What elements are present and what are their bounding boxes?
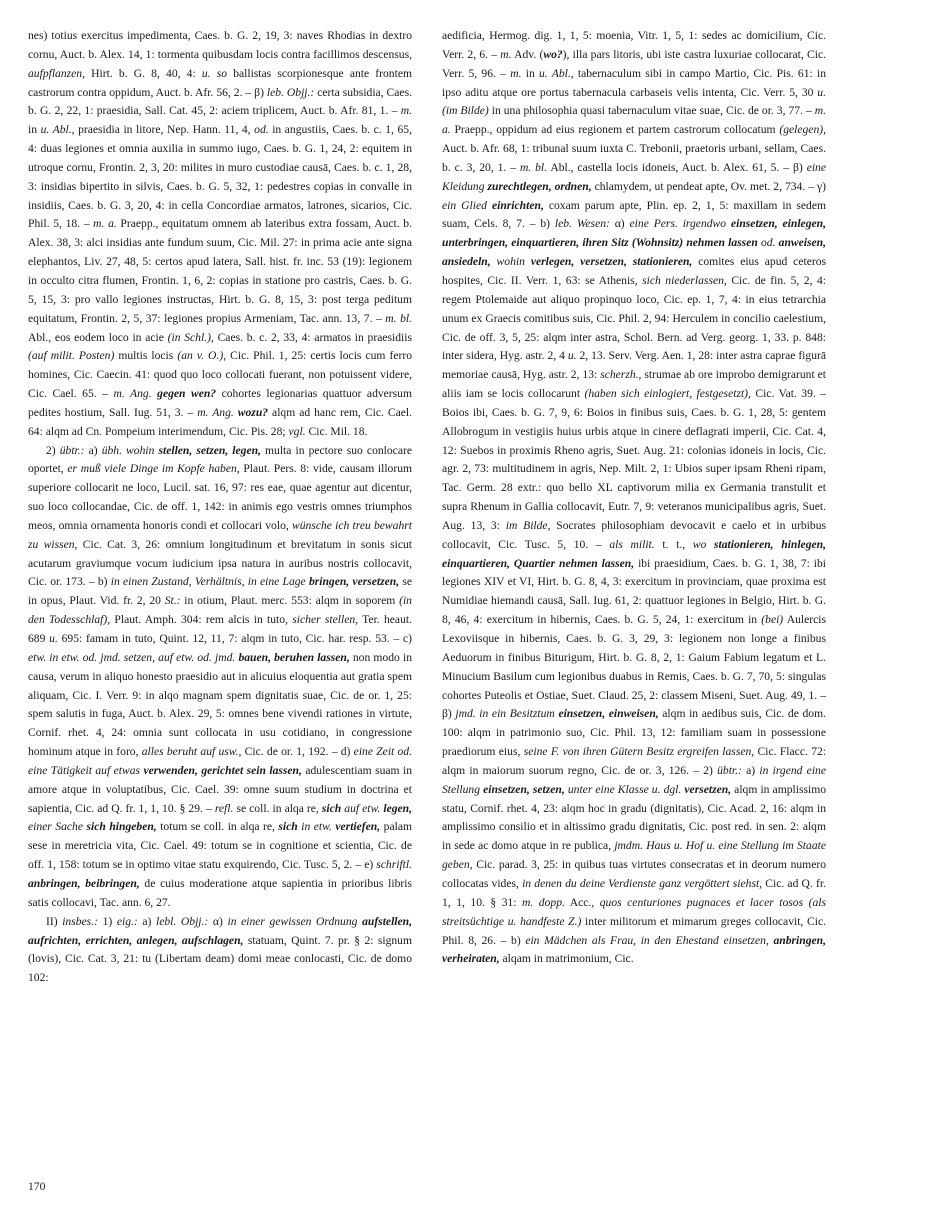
right-paragraph-1: aedificia, Hermog. dig. 1, 1, 5: moenia, Vitr. 1, 5, 1: sedes ac domicilium, Cic. Verr. 2, 6. – m. Adv. (wo?), illa pars litoris, ubi iste castra luxuriae collocarat, Cic. Verr. 5, 96. – m. in u. Abl., tabernaculum sibi in campo Martio, Cic. Pis. 61: in ipso aditu atque ore portus tabernacula carbaseis velis intenta, Cic. Verr. 5, 30 u. (im Bilde) in una philosophia quasi tabernaculum vitae suae, Cic. de or. 3, 77. – m. a. Praepp., oppidum ad eius regionem et partem castrorum collocatum (gelegen), Auct. b. Afr. 68, 1: tribunal suum iuxta C. Trebonii, praetoris urbani, sellam, Caes. b. c. 3, 20, 1. – m. bl. Abl., castella locis idoneis, Auct. b. Alex. 61, 5. – β) eine Kleidung zurechtlegen, ordnen, chlamydem, ut pendeat apte, Ov. met. 2, 734. – γ) ein Glied einrichten, coxam parum apte, Plin. ep. 2, 1, 5: maxillam in sedem suam, Cels. 8, 7. – b) leb. Wesen: α) eine Pers. irgendwo einsetzen, einlegen, unterbringen, einquartieren, ihren Sitz (Wohnsitz) nehmen lassen od. anweisen, ansiedeln, wohin verlegen, versetzen, stationieren, comites eius apud ceteros hospites, Cic. II. Verr. 1, 63: se Athenis, sich niederlassen, Cic. de fin. 5, 2, 4: regem Ptolemaide aut aliquo propinquo loco, Cic. ep. 1, 7, 4: in eius tetrarchia unum ex Graecis comitibus suis, Cic. Phil. 2, 94: Herculem in concilio caelestium, Cic. de off. 3, 5, 25: alqm inter astra, Schol. Bern. ad Verg. georg. 1, 33. p. 848: inter sidera, Hyg. astr. 2, 4 u. 2, 13. Serv. Verg. Aen. 1, 28: inter astra caprae figurā memoriae causā, Hyg. astr. 2, 13: scherzh., strumae ab ore improbo demigrarunt et aliis iam se locis collocarunt (haben sich einlogiert, festgesetzt), Cic. Vat. 39. – Boios ibi, Caes. b. G. 7, 9, 6: Boios in finibus suis, Caes. b. G. 1, 28, 5: gentem Allobrogum in vestigiis huius urbis atque in cinere deflagrati imperii, Cic. Cat. 4, 12: Suebos in proximis Rheno agris, Suet. Aug. 21: colonias idoneis in locis, Cic. agr. 2, 73: multitudinem in agris, Nep. Milt. 2, 1: Ubios super ipsam Rheni ripam, Tac. Germ. 28 extr.: quo bello XL captivorum milia ex Germania transtulit et supra Rhenum in Gallia collocavit, Eutr. 7, 9: veteranos municipalibus agris, Suet. Aug. 13, 3: im Bilde, Socrates philosophiam devocavit e caelo et in urbibus collocavit, Cic. Tusc. 5, 10. – als milit. t. t., wo stationieren, hinlegen, einquartieren, Quartier nehmen lassen, ibi praesidium, Caes. b. G. 1, 38, 7: ibi legiones XIV et VI, Hirt. b. G. 8, 4, 3: exercitum in provinciam, quae proxima est Numidiae hiemandi causā, Sall. Iug. 61, 2: quattuor legiones in Belgio, Hirt. b. G. 8, 46, 4: exercitum in hibernis, Caes. b. G. 5, 24, 1: exercitum in (bei) Aulercis Lexoviisque in hibernis, Caes. b. G. 3, 29, 3: legionem non longe a finibus Aeduorum in finibus Biturigum, Hirt. b. G. 8, 2, 1: Gaium Fabium legatum et L. Minucium Basilum cum legionibus duabus in Remis, Caes. b. G. 7, 70, 5: singulas cohortes Puteolis et Ostiae, Suet. Claud. 25, 2: classem Miseni, Suet. Aug. 49, 1. – β) jmd. in ein Besitztum einsetzen, einweisen, alqm in aedibus suis, Cic. de dom. 100: alqm in patrimonio suo, Cic. Phil. 13, 12: familiam suam in possessione praediorum eius, seine F. von ihren Gütern Besitz ergreifen lassen, Cic. Flacc. 72: alqm in maiorum suorum regno, Cic. de or. 3, 126. – 2) übtr.: a) in irgend eine Stellung einsetzen, setzen, unter eine Klasse u. dgl. versetzen, alqm in amplissimo statu, Cornif. rhet. 4, 23: alqm hoc in gradu (dignitatis), Cic. Acad. 2, 16: alqm in amplissimo consilio et in altissimo gradu dignitatis, Cic. post red. in sen. 2: alqm in sede ac domo atque in re publica, jmdm. Haus u. Hof u. eine Stellung im Staate geben, Cic. parad. 3, 25: in quibus tuas virtutes consecratas et in deorum numero collocatas vides, in denen du deine Verdienste ganz vergöttert siehst, Cic. ad Q. fr. 1, 1, 10. § 31: m. dopp. Acc., quos centuriones pugnaces et lacer tosos (als streitsüchtige u. handfeste Z.) inter militorum et mimarum greges collocavit, Cic. Phil. 8, 26. – b) ein Mädchen als Frau, in den Ehestand einsetzen, anbringen, verheiraten, alqam in matrimonium, Cic. [442,29,827,966]
left-paragraph-1: nes) totius exercitus impedimenta, Caes. b. G. 2, 19, 3: naves Rhodias in dextro cornu, Auct. b. Alex. 14, 1: tormenta quibusdam locis contra facillimos descensus, aufpflanzen, Hirt. b. G. 8, 40, 4: u. so ballistas scorpionesque ante frontem castrorum contra oppidum, Auct. b. Afr. 56, 2. – β) leb. Objj.: certa subsidia, Caes. b. G. 2, 22, 1: praesidia, Sall. Cat. 45, 2: aciem triplicem, Auct. b. Afr. 81, 1. – m. in u. Abl., praesidia in litore, Nep. Hann. 11, 4, od. in angustiis, Caes. b. c. 1, 65, 4: duas legiones et omnia auxilia in summo iugo, Caes. b. G. 1, 24, 2: equitem in utroque cornu, Frontin. 2, 3, 20: milites in muro custodiae causā, Caes. b. c. 1, 28, 3: insidias bipertito in silvis, Caes. b. G. 5, 32, 1: pedestres copias in convalle in insidiis, Caes. b. G. 3, 20, 4: in cella Concordiae armatos, latrones, sicarios, Cic. Phil. 5, 18. – m. a. Praepp., equitatum omnem ab lateribus extra fossam, Auct. b. Alex. 38, 3: alci insidias ante fundum suum, Cic. Mil. 27: in prima acie ante signa elephantos, Liv. 27, 48, 5: certos apud latera, Sall. hist. fr. inc. 53 (19): legionem in occulto citra flumen, Frontin. 1, 6, 2: copias in statione pro castris, Caes. b. G. 5, 15, 3: pro vallo legiones instructas, Hirt. b. G. 8, 15, 3: post terga peditum equitatum, Frontin. 2, 5, 37: legiones propius Armeniam, Tac. ann. 13, 7. – m. bl. Abl., eos eodem loco in acie (in Schl.), Caes. b. c. 2, 33, 4: armatos in praesidiis (auf milit. Posten) multis locis (an v. O.), Cic. Phil. 1, 25: certis locis cum ferro homines, Cic. Caecin. 41: quod quo loco collocati fuerant, non potuissent videre, Cic. Cael. 65. – m. Ang. gegen wen? cohortes legionarias quattuor adversum pedites hostium, Sall. Iug. 51, 3. – m. Ang. wozu? alqm ad hanc rem, Cic. Cael. 64: alqm ad Cn. Pompeium interimendum, Cic. Pis. 28; vgl. Cic. Mil. 18. [28,29,412,438]
left-column [28,27,412,988]
left-paragraph-2: 2) übtr.: a) übh. wohin stellen, setzen, legen, multa in pectore suo conlocare oportet, er muß viele Dinge im Kopfe haben, Plaut. Pers. 8: vide, causam illorum superiore collocarit ne loco, Lucil. sat. 16, 97: res eae, quae agentur aut dicentur, suo loco collocandae, Cic. de off. 1, 142: in animis ego vestris omnes triumphos meos, omnia ornamenta honoris condi et collocari volo, wünsche ich treu bewahrt zu wissen, Cic. Cat. 3, 26: omnium longitudinum et brevitatum in sonis sicut acutarum graviumque vocum iudicium ipsa natura in auribus nostris collocavit, Cic. or. 173. – b) in einen Zustand, Verhältnis, in eine Lage bringen, versetzen, se in opus, Plaut. Vid. fr. 2, 20 St.: in otium, Plaut. merc. 553: alqm in soporem (in den Todesschlaf), Plaut. Amph. 304: rem alcis in tuto, sicher stellen, Ter. heaut. 689 u. 695: famam in tuto, Quint. 12, 11, 7: alqm in tuto, Cic. har. resp. 53. – c) etw. in etw. od. jmd. setzen, auf etw. od. jmd. bauen, beruhen lassen, non modo in causa, verum in aliquo honesto praesidio aut in alicuius eloquentia aut gratia spem aliquam, Cic. I. Verr. 9: in alqo magnam spem dignitatis suae, Cic. de or. 1, 25: spem salutis in fuga, Auct. b. Alex. 29, 5: omnes bene vivendi rationes in virtute, Cornif. rhet. 4, 24: omnia sunt collocata in usu cotidiano, in congressione hominum atque in foro, alles beruht auf usw., Cic. de or. 1, 192. – d) eine Zeit od. eine Tätigkeit auf etwas verwenden, gerichtet sein lassen, adulescentiam suam in amore atque in voluptatibus, Cic. Cael. 39: omne suum studium in doctrina et sapientia, Cic. ad Q. fr. 1, 1, 10. § 29. – refl. se coll. in alqa re, sich auf etw. legen, einer Sache sich hingeben, totum se coll. in alqa re, sich in etw. vertiefen, palam sese in meretricia vita, Cic. Cael. 49: totum se in cognitione et scientia, Cic. de off. 1, 158: totum se in optimo vitae statu exquirendo, Cic. Tusc. 5, 2. – e) schriftl. anbringen, beibringen, de cuius moderatione atque sapientia in prioribus libris satis collocavi, Tac. ann. 6, 27. [28,443,413,909]
right-column [442,27,826,969]
page-number: 170 [28,1180,46,1193]
left-paragraph-3: II) insbes.: 1) eig.: a) lebl. Objj.: α) in einer gewissen Ordnung aufstellen, aufrichten, errichten, anlegen, aufschlagen, statuam, Quint. 7. pr. § 2: signum (lovis), Cic. Cat. 3, 21: tu (Libertam deam) domi meae conlocasti, Cic. de domo 102: [28,914,412,985]
